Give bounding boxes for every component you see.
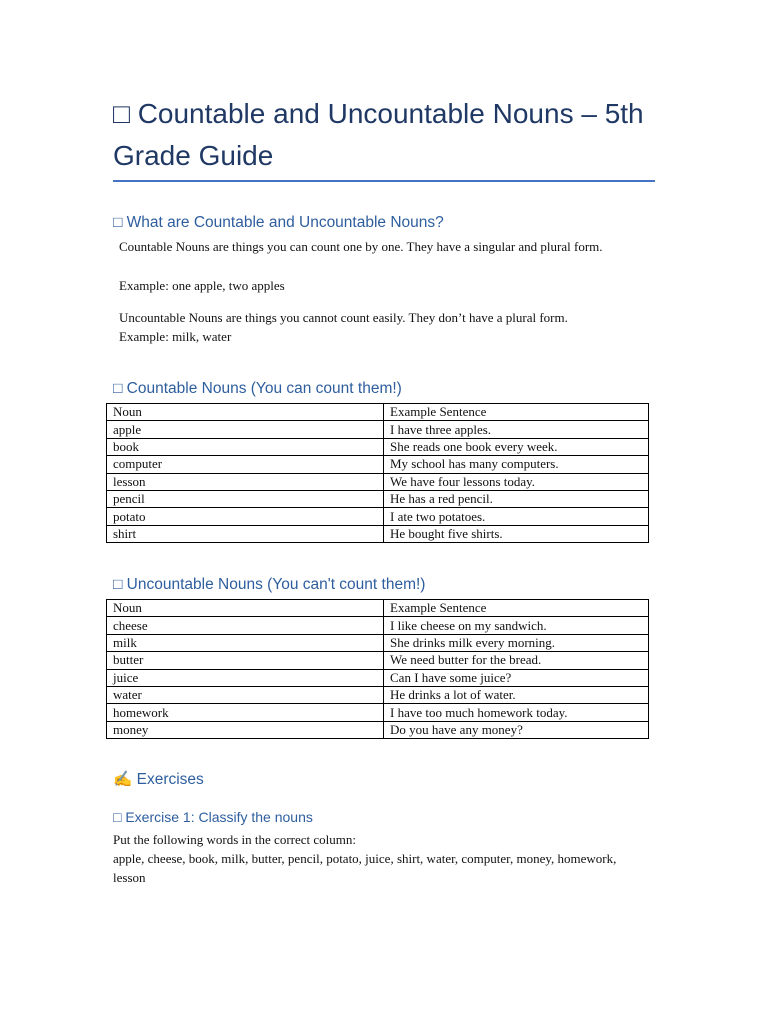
countable-nouns-table bbox=[106, 403, 649, 543]
exercise-1-instruction: Put the following words in the correct column: bbox=[113, 832, 356, 847]
noun-cell: money bbox=[107, 721, 384, 738]
table-row bbox=[107, 617, 649, 634]
uncountable-definition: Uncountable Nouns are things you cannot count easily. They don’t have a plural form. bbox=[119, 310, 568, 325]
header-example-sentence: Example Sentence bbox=[384, 404, 649, 421]
sentence-cell: He bought five shirts. bbox=[384, 525, 649, 542]
table-row bbox=[107, 634, 649, 651]
table-row bbox=[107, 686, 649, 703]
table-header-row bbox=[107, 404, 649, 421]
sentence-cell: She drinks milk every morning. bbox=[384, 634, 649, 651]
noun-cell: lesson bbox=[107, 473, 384, 490]
sentence-cell: Can I have some juice? bbox=[384, 669, 649, 686]
exercises-heading: ✍️ Exercises bbox=[113, 771, 204, 788]
sentence-cell: We have four lessons today. bbox=[384, 473, 649, 490]
uncountable-nouns-table bbox=[106, 599, 649, 739]
table-row bbox=[107, 721, 649, 738]
header-example-sentence: Example Sentence bbox=[384, 600, 649, 617]
noun-cell: pencil bbox=[107, 490, 384, 507]
countable-definition: Countable Nouns are things you can count one by one. They have a singular and plural form. bbox=[119, 239, 603, 254]
table-row bbox=[107, 652, 649, 669]
document-title: □ Countable and Uncountable Nouns – 5th Grade Guide bbox=[113, 98, 644, 171]
uncountable-heading: □ Uncountable Nouns (You can't count them!) bbox=[113, 576, 426, 593]
sentence-cell: My school has many computers. bbox=[384, 456, 649, 473]
countable-example: Example: one apple, two apples bbox=[119, 278, 285, 293]
noun-cell: milk bbox=[107, 634, 384, 651]
exercise-1-word-list: apple, cheese, book, milk, butter, pencil, potato, juice, shirt, water, computer, money, homework, lesson bbox=[113, 851, 617, 885]
sentence-cell: He drinks a lot of water. bbox=[384, 686, 649, 703]
sentence-cell: I ate two potatoes. bbox=[384, 508, 649, 525]
header-noun: Noun bbox=[107, 404, 384, 421]
noun-cell: juice bbox=[107, 669, 384, 686]
table-row bbox=[107, 456, 649, 473]
table-row bbox=[107, 490, 649, 507]
sentence-cell: Do you have any money? bbox=[384, 721, 649, 738]
table-row bbox=[107, 704, 649, 721]
title-underline bbox=[113, 180, 655, 182]
uncountable-example: Example: milk, water bbox=[119, 329, 232, 344]
noun-cell: water bbox=[107, 686, 384, 703]
noun-cell: book bbox=[107, 438, 384, 455]
noun-cell: apple bbox=[107, 421, 384, 438]
table-row bbox=[107, 473, 649, 490]
noun-cell: cheese bbox=[107, 617, 384, 634]
exercise-1-heading: □ Exercise 1: Classify the nouns bbox=[113, 809, 313, 825]
sentence-cell: I have too much homework today. bbox=[384, 704, 649, 721]
noun-cell: computer bbox=[107, 456, 384, 473]
table-row bbox=[107, 669, 649, 686]
table-row bbox=[107, 421, 649, 438]
header-noun: Noun bbox=[107, 600, 384, 617]
noun-cell: homework bbox=[107, 704, 384, 721]
sentence-cell: I have three apples. bbox=[384, 421, 649, 438]
intro-heading: □ What are Countable and Uncountable Nouns? bbox=[113, 214, 444, 231]
noun-cell: potato bbox=[107, 508, 384, 525]
table-row bbox=[107, 508, 649, 525]
noun-cell: shirt bbox=[107, 525, 384, 542]
countable-heading: □ Countable Nouns (You can count them!) bbox=[113, 380, 402, 397]
sentence-cell: We need butter for the bread. bbox=[384, 652, 649, 669]
table-header-row bbox=[107, 600, 649, 617]
sentence-cell: I like cheese on my sandwich. bbox=[384, 617, 649, 634]
sentence-cell: She reads one book every week. bbox=[384, 438, 649, 455]
table-row bbox=[107, 438, 649, 455]
sentence-cell: He has a red pencil. bbox=[384, 490, 649, 507]
table-row bbox=[107, 525, 649, 542]
noun-cell: butter bbox=[107, 652, 384, 669]
